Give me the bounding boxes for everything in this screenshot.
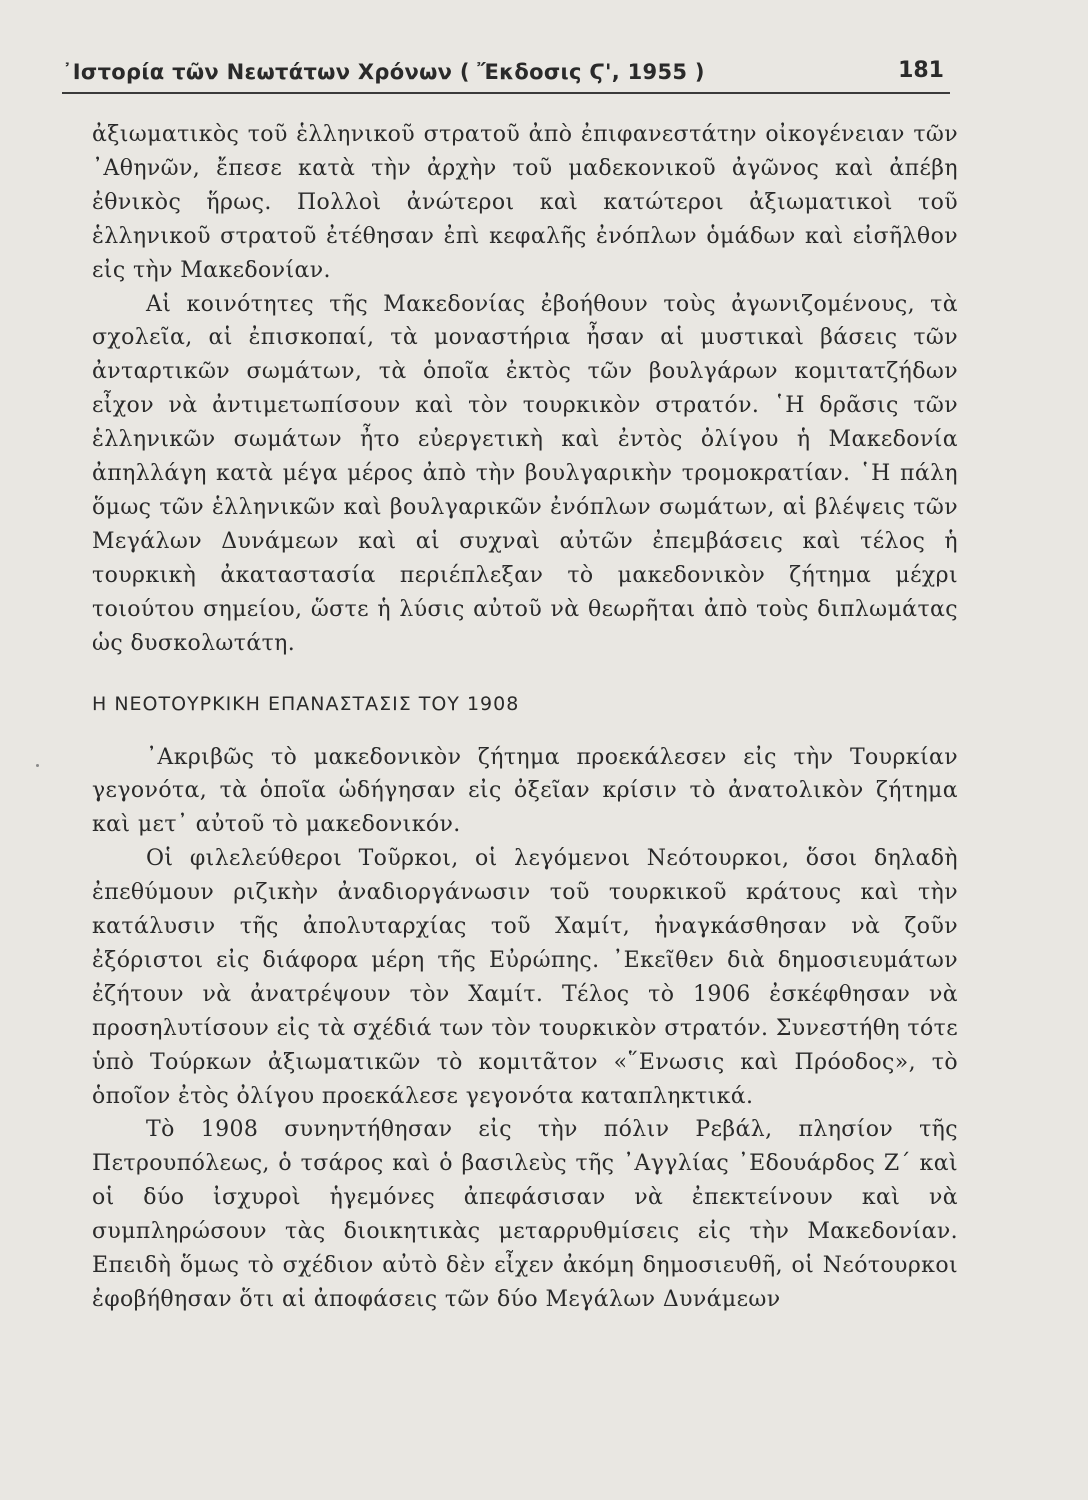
running-title: ᾿Ιστορία τῶν Νεωτάτων Χρόνων ( Ἔκδοσις Ϛ', 1955 ) bbox=[62, 60, 705, 84]
body-text bbox=[92, 118, 958, 1317]
paragraph-reval-meeting: Τὸ 1908 συνηντήθησαν εἰς τὴν πόλιν Ρεβάλ, πλησίον τῆς Πετρουπόλεως, ὁ τσάρος καὶ ὁ βασιλεὺς τῆς ᾿Αγγλίας ᾿Εδουάρδος Ζ΄ καὶ οἱ δύο ἰσχυροὶ ἡγεμόνες ἀπεφάσισαν νὰ ἐπεκτείνουν καὶ νὰ συμπληρώσουν τὰς διοικητικὰς μεταρρυθμίσεις εἰς τὴν Μακεδονίαν. Επειδὴ ὅμως τὸ σχέδιον αὐτὸ δὲν εἶχεν ἀκόμη δημοσιευθῆ, οἱ Νεότουρκοι ἐφοβήθησαν ὅτι αἱ ἀποφάσεις τῶν δύο Μεγάλων Δυνάμεων bbox=[92, 1117, 958, 1312]
paragraph-continuation: ἀξιωματικὸς τοῦ ἑλληνικοῦ στρατοῦ ἀπὸ ἐπιφανεστάτην οἰκογένειαν τῶν ᾿Αθηνῶν, ἔπεσε κατὰ τὴν ἀρχὴν τοῦ μαδεκονικοῦ ἀγῶνος καὶ ἀπέβη ἐθνικὸς ἥρως. Πολλοὶ ἀνώτεροι καὶ κατώτεροι ἀξιωματικοὶ τοῦ ἑλληνικοῦ στρατοῦ ἐτέθησαν ἐπὶ κεφαλῆς ἐνόπλων ὁμάδων καὶ εἰσῆλθον εἰς τὴν Μακεδονίαν. bbox=[92, 122, 958, 283]
running-header bbox=[62, 58, 950, 94]
paragraph-communities: Αἱ κοινότητες τῆς Μακεδονίας ἐβοήθουν τοὺς ἀγωνιζομένους, τὰ σχολεῖα, αἱ ἐπισκοπαί, τὰ μοναστήρια ἦσαν αἱ μυστικαὶ βάσεις τῶν ἀνταρτικῶν σωμάτων, τὰ ὁποῖα ἐκτὸς τῶν βουλγάρων κομιτατζήδων εἶχον νὰ ἀντιμετωπίσουν καὶ τὸν τουρκικὸν στρατόν. ῾Η δρᾶσις τῶν ἑλληνικῶν σωμάτων ἦτο εὐεργετικὴ καὶ ἐντὸς ὀλίγου ἡ Μακεδονία ἀπηλλάγη κατὰ μέγα μέρος ἀπὸ τὴν βουλγαρικὴν τρομοκρατίαν. ῾Η πάλη ὅμως τῶν ἑλληνικῶν καὶ βουλγαρικῶν ἐνόπλων σωμάτων, αἱ βλέψεις τῶν Μεγάλων Δυνάμεων καὶ αἱ συχναὶ αὐτῶν ἐπεμβάσεις καὶ τέλος ἡ τουρκικὴ ἀκαταστασία περιέπλεξαν τὸ μακεδονικὸν ζήτημα μέχρι τοιούτου σημείου, ὥστε ἡ λύσις αὐτοῦ νὰ θεωρῆται ἀπὸ τοὺς διπλωμάτας ὡς δυσκολωτάτη. bbox=[92, 291, 958, 656]
paragraph-macedonian-question: ᾿Ακριβῶς τὸ μακεδονικὸν ζήτημα προεκάλεσεν εἰς τὴν Τουρκίαν γεγονότα, τὰ ὁποῖα ὡδήγησαν εἰς ὀξεῖαν κρίσιν τὸ ἀνατολικὸν ζήτημα καὶ μετ᾿ αὐτοῦ τὸ μακεδονικόν. bbox=[92, 744, 958, 838]
page-number: 181 bbox=[898, 58, 944, 83]
paragraph-young-turks: Οἱ φιλελεύθεροι Τοῦρκοι, οἱ λεγόμενοι Νεότουρκοι, ὅσοι δηλαδὴ ἐπεθύμουν ριζικὴν ἀναδιοργάνωσιν τοῦ τουρκικοῦ κράτους καὶ τὴν κατάλυσιν τῆς ἀπολυταρχίας τοῦ Χαμίτ, ἠναγκάσθησαν νὰ ζοῦν ἐξόριστοι εἰς διάφορα μέρη τῆς Εὐρώπης. ᾿Εκεῖθεν διὰ δημοσιευμάτων ἐζήτουν νὰ ἀνατρέψουν τὸν Χαμίτ. Τέλος τὸ 1906 ἐσκέφθησαν νὰ προσηλυτίσουν εἰς τὰ σχέδιά των τὸν τουρκικὸν στρατόν. Συνεστήθη τότε ὑπὸ Τούρκων ἀξιωματικῶν τὸ κομιτᾶτον «῞Ενωσις καὶ Πρόοδος», τὸ ὁποῖον ἐτὸς ὀλίγου προεκάλεσε γεγονότα καταπληκτικά. bbox=[92, 846, 958, 1109]
margin-mark bbox=[36, 764, 39, 767]
section-heading: Η ΝΕΟΤΟΥΡΚΙΚΗ ΕΠΑΝΑΣΤΑΣΙΣ ΤΟΥ 1908 bbox=[92, 692, 520, 715]
